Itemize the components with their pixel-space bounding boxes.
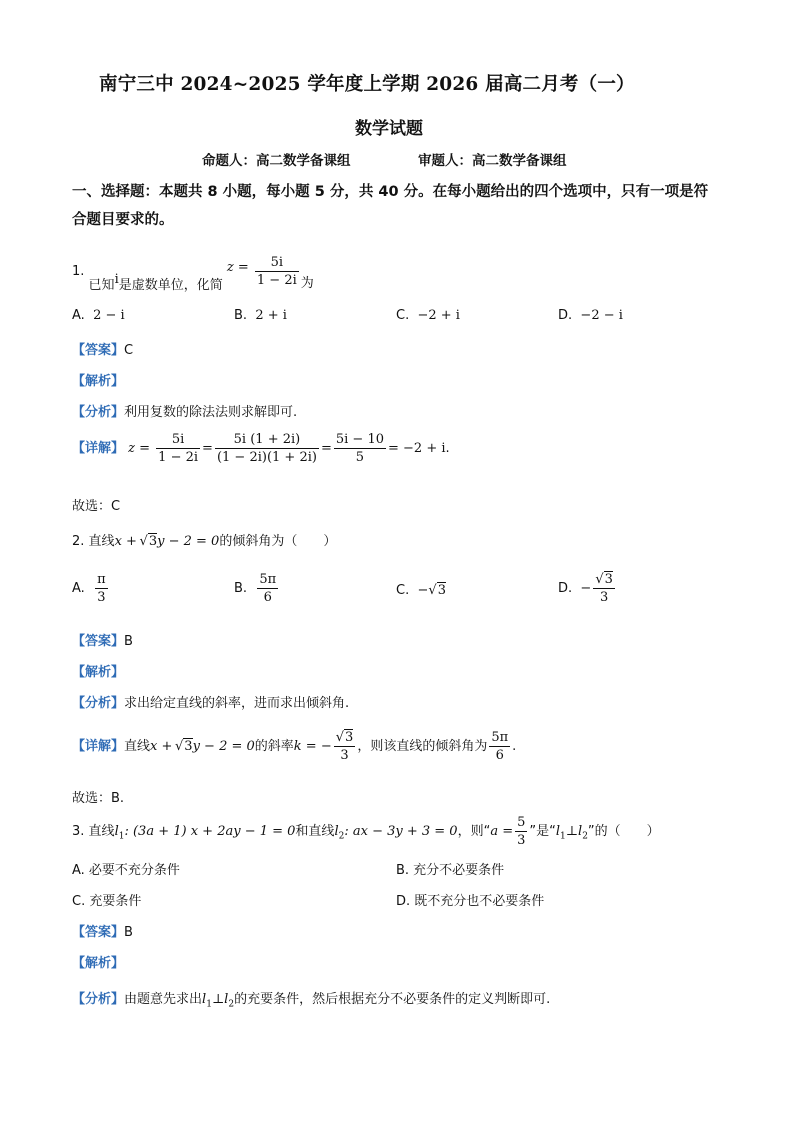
sqrt-sign: √ <box>335 730 345 745</box>
question-text: 是虚数单位，化简 <box>118 278 223 293</box>
denominator: 3 <box>599 590 609 605</box>
answer-value: B <box>124 634 133 649</box>
fraction <box>95 572 108 605</box>
subscript: 1 <box>560 831 566 842</box>
denominator: 3 <box>517 833 526 848</box>
option-label: D. <box>558 308 573 323</box>
fenxi-text: 利用复数的除法法则求解即可. <box>124 405 298 420</box>
denominator: (1 − 2i)(1 + 2i) <box>216 450 317 465</box>
period: . <box>445 441 450 456</box>
option-label: D. <box>558 581 573 596</box>
numerator: 5π <box>259 572 277 587</box>
equals: = <box>202 441 213 456</box>
minus-sign: − <box>580 581 592 596</box>
math-expr: y − 2 = 0 <box>192 739 255 754</box>
question-2 <box>72 530 336 549</box>
question-text: 直线 <box>88 824 115 839</box>
question-text: 直线 <box>88 534 115 549</box>
fenxi-line <box>72 401 297 420</box>
line-l1: l <box>555 824 561 839</box>
option-b[interactable] <box>234 308 287 323</box>
numerator: 5i − 10 <box>335 432 384 447</box>
numerator: π <box>97 572 106 587</box>
analysis-line <box>72 952 124 971</box>
perp-sign: ⊥ <box>211 992 225 1007</box>
fenxi-text: 的充要条件，然后根据充分不必要条件的定义判断即可. <box>234 992 551 1007</box>
fraction <box>593 572 615 605</box>
detail-line <box>72 730 516 763</box>
question-number: 3. <box>72 824 85 839</box>
section-heading: 一、选择题：本题共 8 小题，每小题 5 分，共 40 分。在每小题给出的四个选项中，只有一项是符合题目要求的。 <box>72 184 709 228</box>
analysis-tag: 【解析】 <box>72 956 125 971</box>
answer-tag: 【答案】 <box>72 343 125 358</box>
option-label: A. <box>72 308 85 323</box>
subscript: 2 <box>228 999 235 1010</box>
page-subtitle: 数学试题 <box>355 119 423 139</box>
detail-tag: 【详解】 <box>72 441 125 456</box>
question-text: 已知 <box>88 278 115 293</box>
math-expr: x + <box>150 739 173 754</box>
fraction <box>215 432 319 465</box>
question-number: 2. <box>72 534 85 549</box>
fenxi-tag: 【分析】 <box>72 992 125 1007</box>
answer-line <box>72 630 133 649</box>
option-d[interactable] <box>558 308 623 323</box>
option-d[interactable]: D. 既不充分也不必要条件 <box>396 894 545 909</box>
author-reviewer: 审题人：高二数学备课组 <box>418 153 567 169</box>
math-expr: x + <box>114 534 137 549</box>
radicand: 3 <box>184 739 193 754</box>
option-a[interactable]: A. 必要不充分条件 <box>72 863 180 878</box>
numerator: 5π <box>491 730 509 745</box>
denominator: 3 <box>97 590 106 605</box>
conclusion: 故选：B. <box>72 791 125 806</box>
fenxi-tag: 【分析】 <box>72 696 125 711</box>
option-label: C. <box>396 308 410 323</box>
question-3 <box>72 815 660 848</box>
sqrt-sign: √ <box>428 583 437 598</box>
option-c[interactable] <box>396 583 446 598</box>
conclusion: 故选：C <box>72 499 121 514</box>
question-number: 1. <box>72 264 85 279</box>
fraction <box>156 432 200 465</box>
fenxi-line <box>72 988 550 1010</box>
sqrt-sign: √ <box>175 739 184 754</box>
numerator <box>334 730 356 747</box>
radicand: 3 <box>148 534 158 549</box>
question-text: ”的（ ） <box>587 824 660 839</box>
denominator: 1 − 2i <box>256 273 297 288</box>
detail-line <box>72 432 450 465</box>
answer-value: B <box>124 925 133 940</box>
radicand: 3 <box>437 583 446 598</box>
math-z: z = <box>226 260 249 275</box>
numerator: 5i <box>156 432 200 449</box>
detail-text: ，则该直线的倾斜角为 <box>357 739 488 754</box>
option-label: B. <box>234 308 248 323</box>
option-a[interactable] <box>72 572 110 605</box>
option-b[interactable]: B. 充分不必要条件 <box>396 863 505 878</box>
denominator: 6 <box>495 748 504 763</box>
option-d[interactable] <box>558 572 617 605</box>
math-expr: : ax − 3y + 3 = 0 <box>344 824 458 839</box>
subscript: 1 <box>118 831 125 842</box>
fraction <box>489 730 510 763</box>
denominator: 1 − 2i <box>158 450 199 465</box>
option-label: A. <box>72 581 85 596</box>
fenxi-line <box>72 692 349 711</box>
minus-sign: − <box>417 583 429 598</box>
radicand: 3 <box>604 572 613 587</box>
option-b[interactable] <box>234 572 280 605</box>
line-l2: l <box>224 992 229 1007</box>
option-c[interactable]: C. 充要条件 <box>72 894 142 909</box>
answer-line <box>72 339 133 358</box>
numerator: 5i (1 + 2i) <box>215 432 319 449</box>
option-value: −2 + i <box>417 308 460 323</box>
fraction <box>515 815 527 848</box>
fraction <box>255 255 299 288</box>
question-text: 和直线 <box>295 824 335 839</box>
numerator: 5 <box>517 815 526 830</box>
math-k: k = − <box>293 739 332 754</box>
subscript: 2 <box>338 831 345 842</box>
question-1 <box>72 255 314 293</box>
numerator <box>593 572 615 589</box>
option-value: 2 + i <box>255 308 287 323</box>
analysis-tag: 【解析】 <box>72 374 125 389</box>
imag-unit: i <box>114 272 119 287</box>
sqrt-sign: √ <box>139 534 148 549</box>
analysis-line <box>72 370 124 389</box>
result: = −2 + i <box>388 441 446 456</box>
denominator: 5 <box>355 450 365 465</box>
fenxi-text: 求出给定直线的斜率，进而求出倾斜角. <box>124 696 350 711</box>
detail-tag: 【详解】 <box>72 739 125 754</box>
math-z: z = <box>128 441 151 456</box>
line-l2: l <box>578 824 583 839</box>
analysis-line <box>72 661 124 680</box>
math-expr: : (3a + 1) x + 2ay − 1 = 0 <box>124 824 296 839</box>
fenxi-text: 由题意先求出 <box>124 992 203 1007</box>
denominator: 3 <box>340 748 349 763</box>
line-l1: l <box>114 824 119 839</box>
answer-line <box>72 921 133 940</box>
option-value: −2 − i <box>580 308 623 323</box>
subscript: 2 <box>582 831 588 842</box>
answer-value: C <box>124 343 134 358</box>
detail-text: 直线 <box>124 739 151 754</box>
question-text: 为 <box>300 276 314 291</box>
numerator: 5i <box>255 255 299 272</box>
question-text: 的倾斜角为（ ） <box>219 534 337 549</box>
page-title: 南宁三中 2024~2025 学年度上学期 2026 届高二月考（一） <box>99 74 635 95</box>
line-l2: l <box>334 824 339 839</box>
fenxi-tag: 【分析】 <box>72 405 125 420</box>
answer-tag: 【答案】 <box>72 925 125 940</box>
math-expr: a = <box>490 824 514 839</box>
author-setter: 命题人：高二数学备课组 <box>202 153 351 169</box>
radicand: 3 <box>345 730 354 745</box>
option-value: 2 − i <box>93 308 125 323</box>
option-a[interactable] <box>72 308 125 323</box>
detail-text: 的斜率 <box>254 739 294 754</box>
question-text: ”是“ <box>529 824 556 839</box>
fraction <box>334 730 356 763</box>
question-text: ，则“ <box>457 824 491 839</box>
period: . <box>512 739 517 754</box>
analysis-tag: 【解析】 <box>72 665 125 680</box>
equals: = <box>320 441 332 456</box>
sqrt-sign: √ <box>595 572 604 587</box>
option-label: B. <box>234 581 248 596</box>
fraction <box>257 572 278 605</box>
option-c[interactable] <box>396 308 460 323</box>
answer-tag: 【答案】 <box>72 634 125 649</box>
line-l1: l <box>202 992 207 1007</box>
perp-sign: ⊥ <box>565 824 579 839</box>
subscript: 1 <box>206 999 212 1010</box>
option-label: C. <box>396 583 410 598</box>
math-expr: y − 2 = 0 <box>157 534 220 549</box>
fraction <box>334 432 386 465</box>
denominator: 6 <box>263 590 272 605</box>
